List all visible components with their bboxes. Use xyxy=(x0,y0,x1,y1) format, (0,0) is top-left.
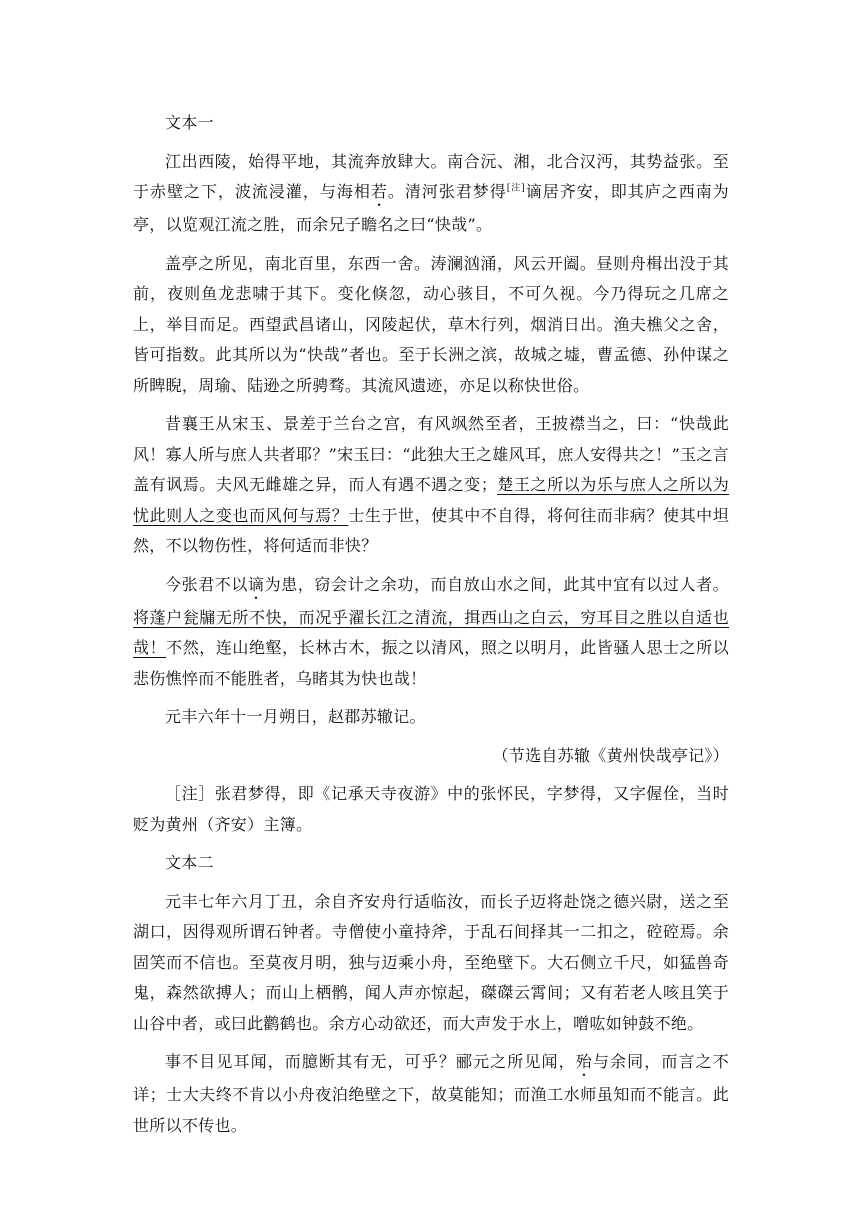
text-two-heading: 文本二 xyxy=(165,853,214,872)
text-one-p4-underlined-sentence: 将蓬户瓮牖无所不快，而况乎濯长江之清流，揖西山之白云，穷耳目之胜以自适也哉！ xyxy=(133,607,729,657)
text-one-p4-part-b: 为患，窃会计之余功，而自放山水之间，此其中宜有以过人者。 xyxy=(264,574,729,594)
text-one-p3-underlined-sentence: 楚王之所以为乐与庶人之所以为忧此则人之变也而风何与焉？ xyxy=(133,475,730,525)
text-two-p2-part-a: 事不目见耳闻，而臆断其有无，可乎？郦元之所见闻， xyxy=(165,1052,576,1071)
text-two-paragraph-2 xyxy=(133,1047,729,1141)
text-one-paragraph-5: 元丰六年十一月朔日，赵郡苏辙记。 xyxy=(165,707,426,726)
text-two-p2-emphasis: 殆 xyxy=(575,1052,593,1071)
text-one-p1-emphasis: 若 xyxy=(370,182,388,201)
text-one-p1-part-b: 。清河张君梦得 xyxy=(387,182,507,201)
text-one-p1-part-c: 谪居齐安，即其庐之西南为亭，以览观江流之胜，而余兄子瞻名之曰“快哉”。 xyxy=(133,182,729,234)
text-one-p4-part-c: 不然，连山绝壑，长林古木，振之以清风，照之以明月，此皆骚人思士之所以悲伤憔悴而不能胜者，乌睹其为快也哉！ xyxy=(133,638,730,688)
text-one-paragraph-1 xyxy=(133,147,729,241)
text-one-p4-part-a: 今张君不以 xyxy=(165,574,248,594)
text-one-p1-part-a: 江出西陵，始得平地，其流奔放肆大。南合沅、湘，北合汉沔，其势益张。至于赤壁之下，波流浸灌，与海相 xyxy=(133,151,729,201)
text-two-paragraph-1: 元丰七年六月丁丑，余自齐安舟行适临汝，而长子迈将赴饶之德兴尉，送之至湖口，因得观所谓石钟者。寺僧使小童持斧，于乱石间择其一二扣之，硿硿焉。余固笑而不信也。至莫夜月明，独与迈乘小舟，至绝壁下。大石侧立千尺，如猛兽奇鬼，森然欲搏人；而山上栖鹘，闻人声亦惊起，磔磔云霄间；又有若老人咳且笑于山谷中者，或曰此鹳鹤也。余方心动欲还，而大声发于水上，噌吰如钟鼓不绝。 xyxy=(133,891,729,1033)
text-one-section xyxy=(133,108,729,1141)
text-one-p3-part-b: 士生于世，使其中不自得，将何往而非病？使其中坦然，不以物伤性，将何适而非快？ xyxy=(133,505,730,555)
text-two-p2-part-b: 与余同，而言之不详；士大夫终不肯以小舟夜泊绝壁之下，故莫能知；而渔工水师虽知而不能言。此世所以不传也。 xyxy=(133,1052,729,1135)
text-one-p3-part-a: 昔襄王从宋玉、景差于兰台之宫，有风飒然至者，王披襟当之，曰：“快哉此风！寡人所与庶人共者耶？”宋玉曰：“此独大王之雄风耳，庶人安得共之！”玉之言盖有讽焉。夫风无雌雄之异，而人有遇不遇之变； xyxy=(133,414,729,494)
text-one-source: （节选自苏辙《黄州快哉亭记》） xyxy=(492,745,729,765)
text-one-p4-emphasis: 谪 xyxy=(247,574,265,594)
text-one-paragraph-4 xyxy=(133,570,729,695)
footnote-marker: [注] xyxy=(506,183,526,194)
text-one-paragraph-2: 盖亭之所见，南北百里，东西一舍。涛澜汹涌，风云开阖。昼则舟楫出没于其前，夜则鱼龙悲啸于其下。变化倏忽，动心骇目，不可久视。今乃得玩之几席之上，举目而足。西望武昌诸山，冈陵起伏，草木行列，烟消日出。渔夫樵父之舍，皆可指数。此其所以为“快哉”者也。至于长洲之滨，故城之墟，曹孟德、孙仲谋之所睥睨，周瑜、陆逊之所骋骛。其流风遗迹，亦足以称快世俗。 xyxy=(133,253,729,395)
text-one-footnote: ［注］张君梦得，即《记承天寺夜游》中的张怀民，字梦得，又字偓佺，当时贬为黄州（齐安）主簿。 xyxy=(133,784,729,834)
text-one-heading: 文本一 xyxy=(165,113,214,132)
text-one-paragraph-3 xyxy=(133,409,729,562)
